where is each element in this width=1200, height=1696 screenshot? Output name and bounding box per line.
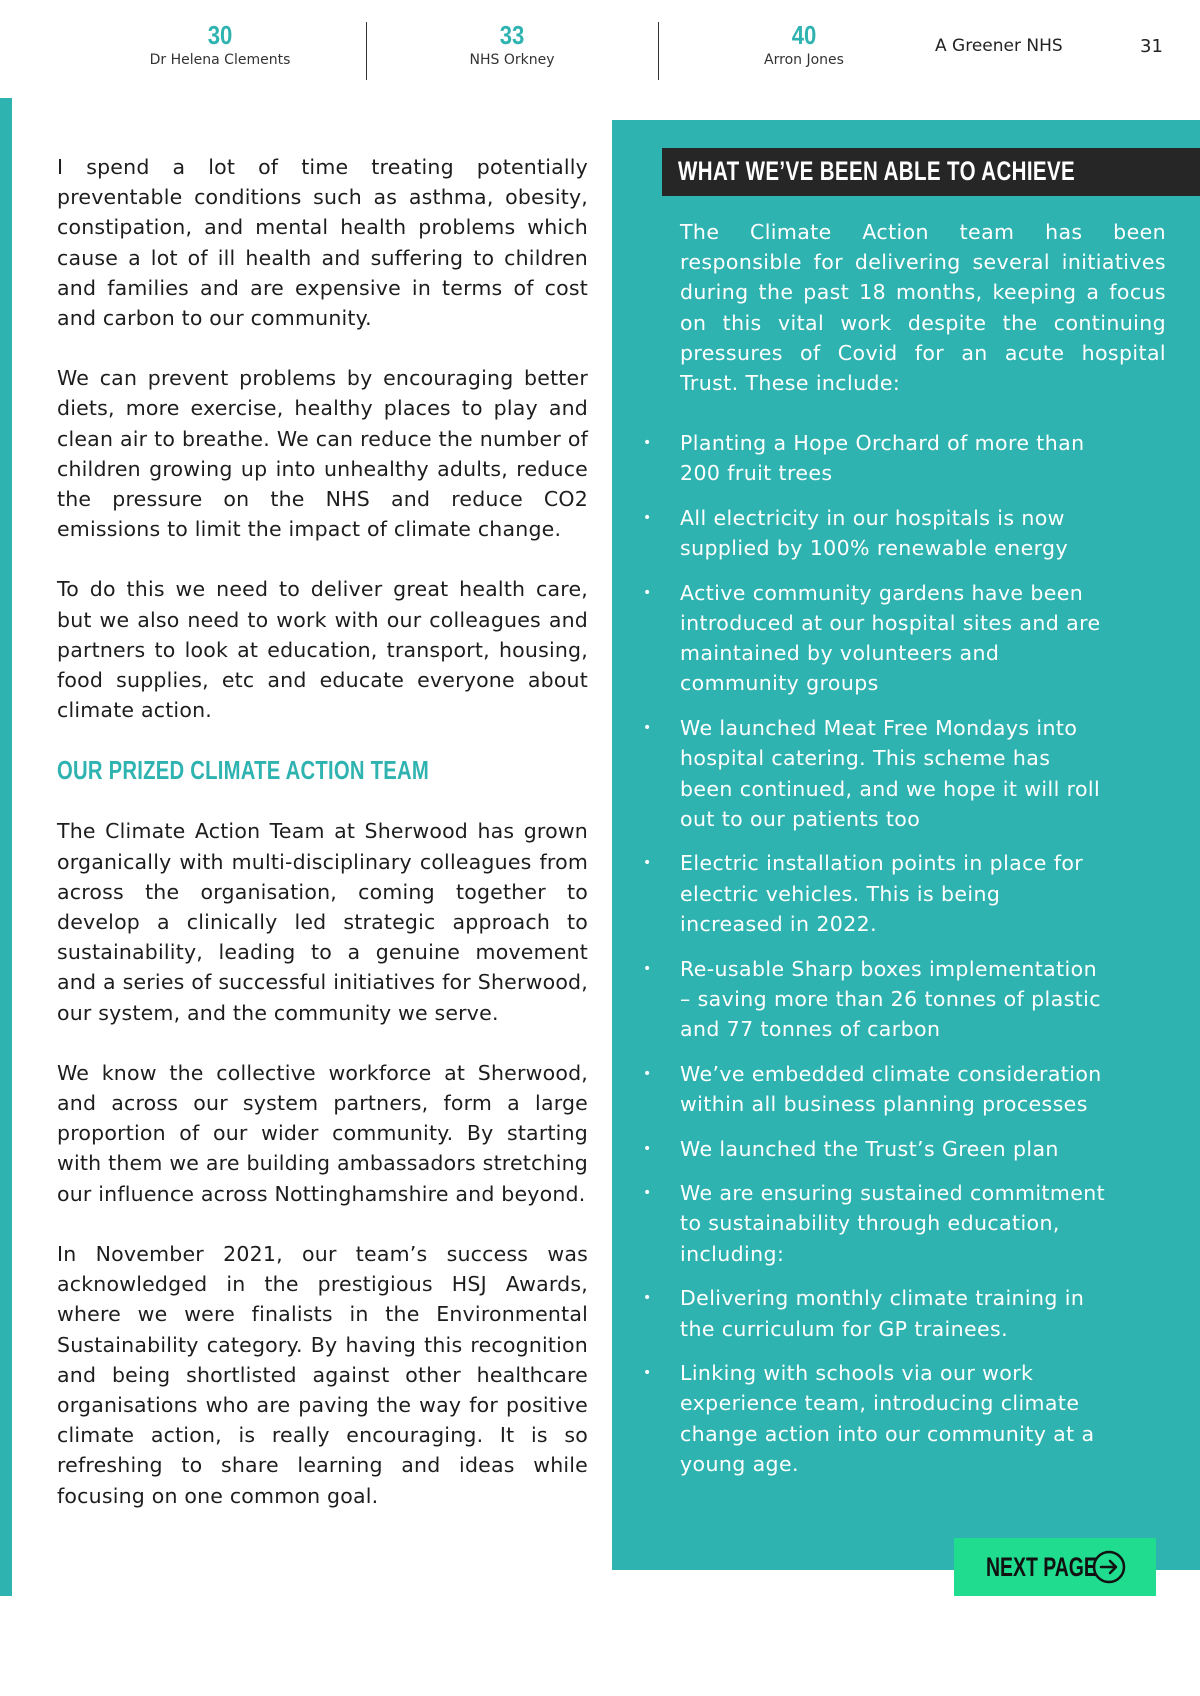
list-item <box>640 1059 1110 1119</box>
list-item <box>640 428 1110 488</box>
bullet-icon: • <box>643 1290 652 1307</box>
article-body <box>57 152 588 1541</box>
list-item-text: We are ensuring sustained commitment to sustainability through education, including: <box>680 1181 1106 1266</box>
achievements-heading-bar <box>662 148 1200 196</box>
list-item-text: We’ve embedded climate consideration within all business planning processes <box>680 1061 1102 1116</box>
list-item <box>640 1134 1110 1164</box>
nav-page-number: 33 <box>499 20 525 50</box>
body-paragraph: The Climate Action Team at Sherwood has grown organically with multi-disciplinary colleagues from across the organisation, coming together to develop a clinically led strategic approach to sustainability, leading to a genuine movement and a series of successful initiatives for Sherwood, our system, and the community we serve. <box>57 819 588 1025</box>
list-item-text: We launched Meat Free Mondays into hospital catering. This scheme has been continued, and we hope it will roll out to our patients too <box>680 716 1101 831</box>
achievements-heading: WHAT WE’VE BEEN ABLE TO ACHIEVE <box>678 156 1076 186</box>
body-paragraph: We can prevent problems by encouraging better diets, more exercise, healthy places to play and clean air to breathe. We can reduce the number of children growing up into unhealthy adults, reduce the pressure on the NHS and reduce CO2 emissions to limit the impact of climate change. <box>57 366 588 542</box>
nav-page-number: 40 <box>791 20 817 50</box>
list-item-text: We launched the Trust’s Green plan <box>680 1136 1059 1161</box>
bullet-icon: • <box>643 1365 652 1382</box>
list-item-text: Active community gardens have been introduced at our hospital sites and are maintained by volunteers and community groups <box>680 580 1101 696</box>
list-item <box>640 954 1110 1045</box>
nav-page-name: Arron Jones <box>764 52 844 68</box>
left-accent-bar <box>0 98 12 1596</box>
list-item <box>640 1178 1110 1269</box>
body-paragraph: To do this we need to deliver great health care, but we also need to work with our colleagues and partners to look at education, transport, housing, food supplies, etc and educate everyone about climate action. <box>57 577 588 723</box>
list-item-text: Electric installation points in place for electric vehicles. This is being increased in 2022. <box>680 851 1084 936</box>
next-page-button[interactable] <box>954 1538 1156 1596</box>
list-item-text: Delivering monthly climate training in the curriculum for GP trainees. <box>680 1286 1085 1341</box>
achievements-list <box>640 428 1110 1494</box>
bullet-icon: • <box>643 584 652 601</box>
bullet-icon: • <box>643 855 652 872</box>
achievements-intro: The Climate Action team has been responsible for delivering several initiatives during the past 18 months, keeping a focus on this vital work despite the continuing pressures of Covid for an acute hospital Trust. These include: <box>680 220 1166 396</box>
bullet-icon: • <box>643 960 652 977</box>
bullet-icon: • <box>643 1140 652 1157</box>
next-page-label: NEXT PAGE <box>986 1552 1097 1582</box>
list-item-text: Re-usable Sharp boxes implementation – saving more than 26 tonnes of plastic and 77 tonnes of carbon <box>680 956 1101 1041</box>
nav-page-number: 30 <box>207 20 233 50</box>
list-item-text: Planting a Hope Orchard of more than 200 fruit trees <box>680 431 1085 486</box>
bullet-icon: • <box>643 435 652 451</box>
top-navigation <box>0 0 1200 95</box>
list-item <box>640 713 1110 834</box>
nav-link-page-30[interactable] <box>90 20 350 68</box>
nav-link-page-40[interactable] <box>674 20 934 68</box>
bullet-icon: • <box>643 1185 652 1202</box>
nav-page-name: Dr Helena Clements <box>149 52 291 68</box>
list-item-text: Linking with schools via our work experience team, introducing climate change action into our community at a young age. <box>680 1361 1095 1476</box>
nav-divider <box>366 22 367 80</box>
list-item-text: All electricity in our hospitals is now supplied by 100% renewable energy <box>680 505 1069 561</box>
publication-title: A Greener NHS <box>935 36 1063 56</box>
list-item <box>640 503 1110 563</box>
body-paragraph: We know the collective workforce at Sherwood, and across our system partners, form a large proportion of our wider community. By starting with them we are building ambassadors stretching our influence across Nottinghamshire and beyond. <box>57 1060 588 1206</box>
list-item <box>640 1358 1110 1479</box>
bullet-icon: • <box>643 1065 652 1082</box>
body-paragraph: I spend a lot of time treating potentially preventable conditions such as asthma, obesity, constipation, and mental health problems which cause a lot of ill health and suffering to children and families and are expensive in terms of cost and carbon to our community. <box>57 155 588 331</box>
bullet-icon: • <box>643 720 652 737</box>
section-heading: OUR PRIZED CLIMATE ACTION TEAM <box>57 755 430 786</box>
nav-page-name: NHS Orkney <box>469 52 555 68</box>
nav-link-page-33[interactable] <box>382 20 642 68</box>
page-number: 31 <box>1140 36 1163 57</box>
list-item <box>640 578 1110 699</box>
arrow-right-circle-icon <box>1092 1550 1126 1584</box>
list-item <box>640 1283 1110 1343</box>
body-paragraph: In November 2021, our team’s success was acknowledged in the prestigious HSJ Awards, where we were finalists in the Environmental Sustainability category. By having this recognition and being shortlisted against other healthcare organisations who are paving the way for positive climate action, is really encouraging. It is so refreshing to share learning and ideas while focusing on one common goal. <box>57 1241 588 1508</box>
nav-divider <box>658 22 659 80</box>
list-item <box>640 848 1110 939</box>
bullet-icon: • <box>643 509 652 526</box>
